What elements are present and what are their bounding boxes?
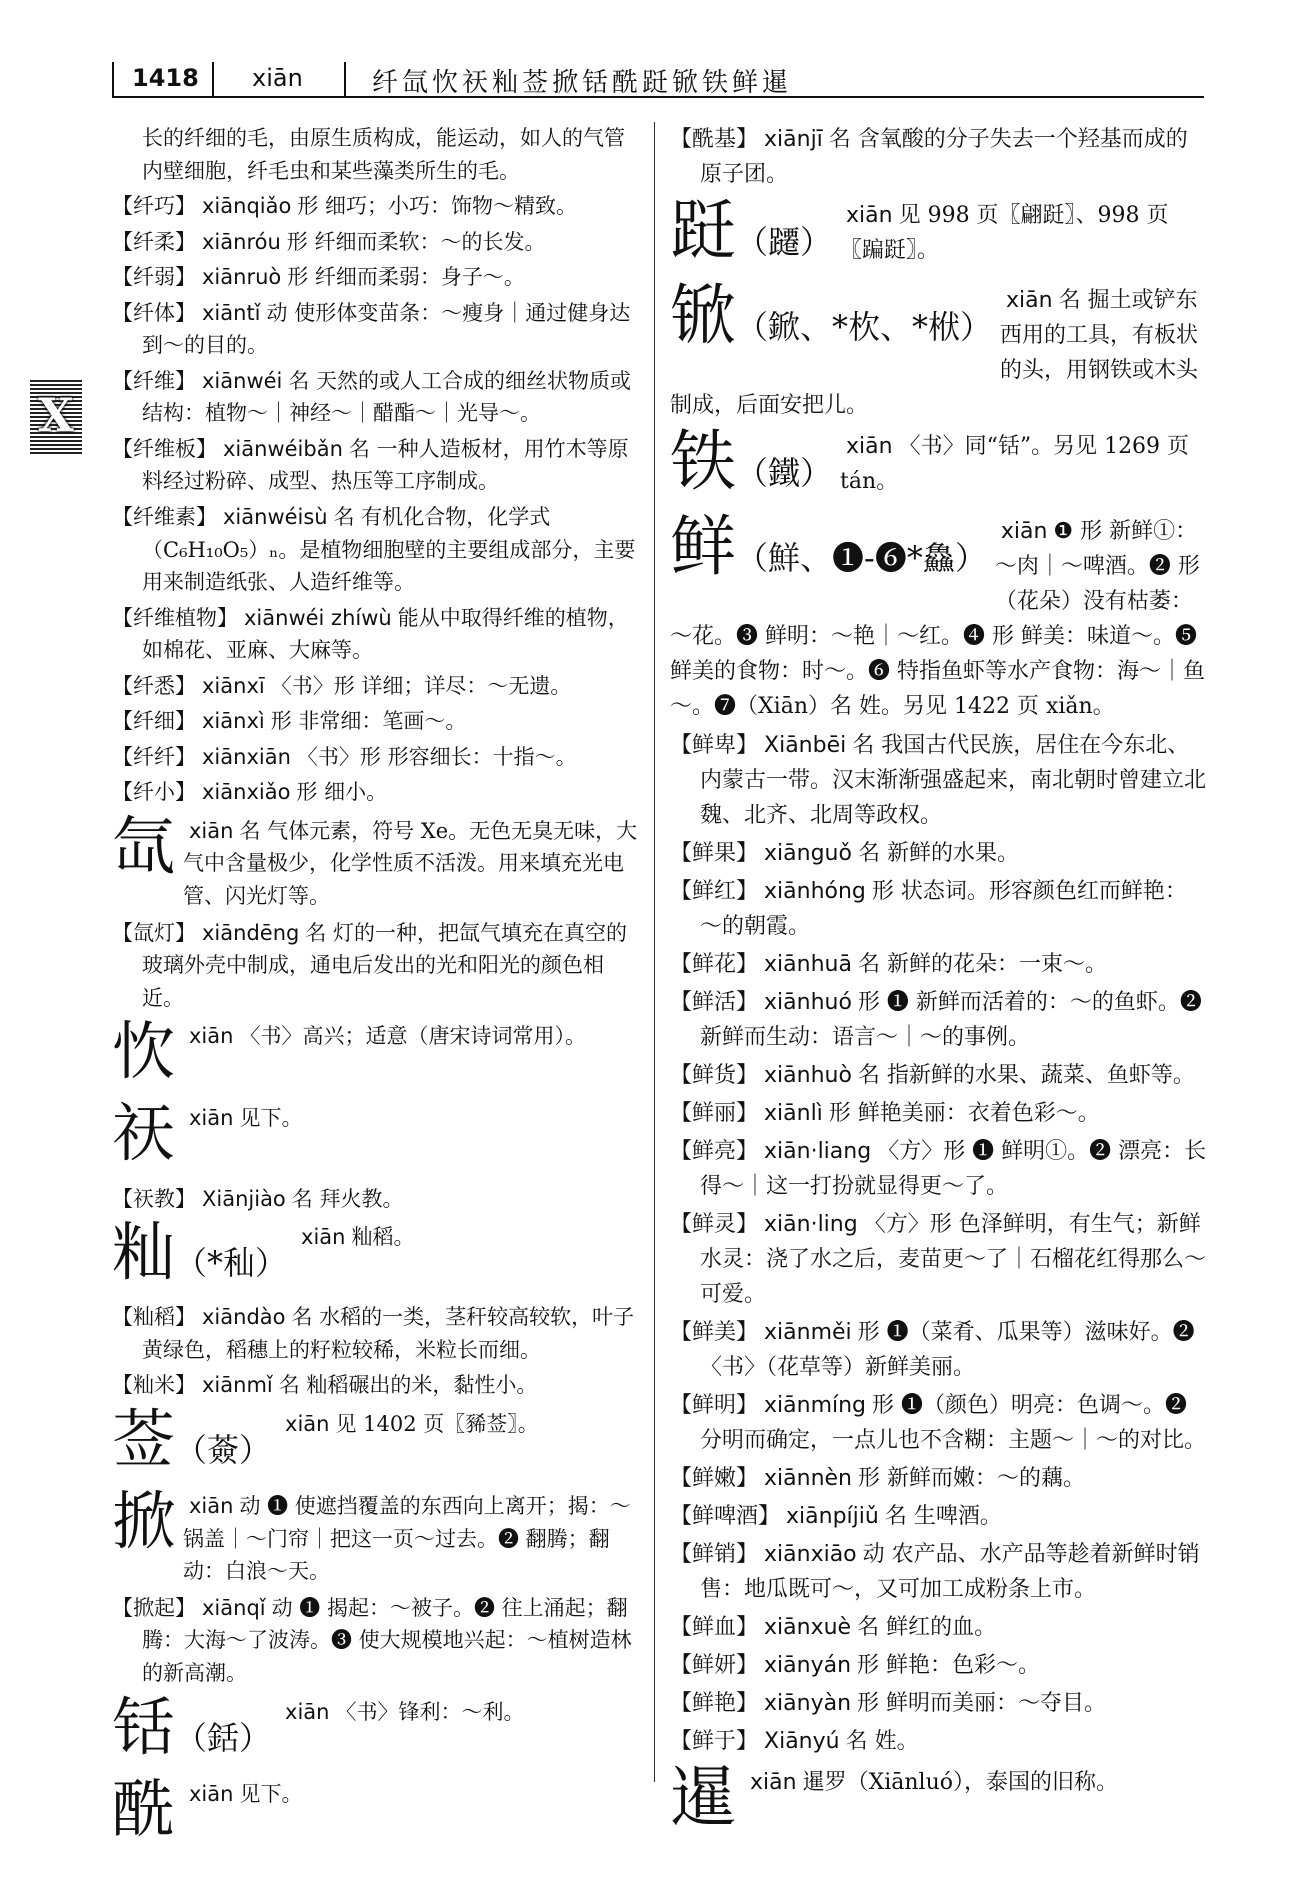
entry-pinyin: xiānwéibǎn — [223, 436, 343, 461]
dictionary-entry — [670, 985, 1208, 1055]
entry-headword: 【纤悉】 — [112, 673, 196, 698]
dictionary-entry — [112, 670, 642, 703]
dictionary-entry — [670, 1610, 1208, 1645]
entry-pinyin: xiānjī — [764, 127, 823, 152]
character-pinyin: xiān — [285, 1699, 330, 1724]
entry-pinyin: xiānwéi zhíwù — [244, 605, 392, 630]
character-pinyin: xiān — [189, 818, 234, 843]
variant-forms: （鮮、❶-❻*鱻） — [736, 539, 987, 577]
dictionary-entry — [112, 1592, 642, 1690]
dictionary-entry — [670, 1388, 1208, 1458]
entry-pinyin: xiānyàn — [764, 1691, 852, 1716]
entry-pinyin: xiānlì — [764, 1101, 823, 1126]
character-definition: 见下。 — [239, 1781, 303, 1806]
character-definition: 〈书〉同“铦”。另见 1269 页 tán。 — [840, 434, 1190, 494]
variant-forms: （銛） — [175, 1718, 272, 1757]
thumb-index-tab — [30, 380, 82, 454]
character-body — [112, 1100, 642, 1135]
dictionary-entry — [112, 741, 642, 774]
head-character-block — [112, 809, 175, 891]
character-pinyin: xiān — [846, 203, 893, 228]
entry-definition: 名 我国古代民族，居住在今东北、内蒙古一带。汉末渐渐强盛起来，南北朝时曾建立北魏、北齐、北周等政权。 — [700, 733, 1207, 828]
entry-definition: 名 有机化合物，化学式（C₆H₁₀O₅）ₙ。是植物细胞壁的主要组成部分，主要用来制造纸张、人造纤维等。 — [142, 505, 636, 595]
character-definition: 名 掘土或铲东西用的工具，有板状的头，用钢铁或木头制成，后面安把儿。 — [670, 288, 1199, 418]
entry-headword: 【鲜艳】 — [670, 1691, 759, 1716]
entry-definition: 名 灯的一种，把氙气填充在真空的玻璃外壳中制成，通电后发出的光和阳光的颜色相近。 — [142, 920, 628, 1010]
dictionary-entry — [670, 1207, 1208, 1312]
entry-definition: 名 鲜红的血。 — [857, 1615, 997, 1640]
entry-definition: 能从中取得纤维的植物，如棉花、亚麻、大麻等。 — [142, 605, 629, 663]
entry-definition: 名 天然的或人工合成的细丝状物质或结构：植物～｜神经～｜醋酯～｜光导～。 — [142, 368, 632, 426]
character-body — [670, 1763, 1208, 1800]
character-definition: 〈书〉高兴；适意（唐宋诗词常用）。 — [239, 1024, 586, 1049]
character-entry — [112, 1216, 642, 1297]
page-number: 1418 — [132, 64, 199, 92]
dictionary-entry — [112, 501, 642, 599]
entry-headword: 【祆教】 — [112, 1186, 196, 1211]
head-character-block — [112, 1485, 175, 1566]
header-pinyin: xiān — [252, 64, 303, 92]
entry-definition: 〈方〉形 ❶ 鲜明①。❷ 漂亮：长得～｜这一打扮就显得更～了。 — [700, 1139, 1207, 1199]
dictionary-entry — [670, 836, 1208, 871]
entry-definition: 名 新鲜的水果。 — [857, 841, 1019, 866]
dictionary-entry — [112, 776, 642, 809]
dictionary-entry — [112, 261, 642, 294]
character-entry — [112, 1015, 642, 1096]
character-pinyin: xiān — [301, 1225, 346, 1250]
head-character: 鲜 — [670, 508, 736, 585]
entry-pinyin: xiānhuā — [764, 952, 852, 977]
character-entry — [112, 1403, 642, 1484]
entry-definition: 形 非常细：笔画～。 — [270, 709, 467, 734]
entry-definition: 名 水稻的一类，茎秆较高较软，叶子黄绿色，稻穗上的籽粒较稀，米粒长而细。 — [142, 1305, 635, 1362]
entry-definition: 名 籼稻碾出的米，黏性小。 — [278, 1373, 538, 1398]
entry-definition: 动 农产品、水产品等趁着新鲜时销售：地瓜既可～，又可加工成粉条上市。 — [700, 1542, 1200, 1602]
entry-pinyin: xiānxiǎo — [202, 780, 291, 805]
header-tick-right — [344, 62, 346, 98]
entry-headword: 【纤维】 — [112, 368, 196, 393]
character-pinyin: xiān — [189, 1781, 234, 1806]
entry-definition: 动 ❶ 揭起：～被子。❷ 往上涌起；翻腾：大海～了波涛。❸ 使大规模地兴起：～植树造林的新高潮。 — [142, 1595, 632, 1685]
entry-pinyin: xiānmíng — [764, 1393, 867, 1418]
entry-definition: 形 鲜艳美丽：衣着色彩～。 — [828, 1101, 1100, 1126]
head-character-block — [670, 1759, 736, 1844]
character-pinyin: xiān — [750, 1770, 797, 1795]
entry-headword: 【鲜血】 — [670, 1615, 759, 1640]
character-entry — [670, 508, 1208, 724]
entry-definition: 形 ❶（菜肴、瓜果等）滋味好。❷〈书〉（花草等）新鲜美丽。 — [700, 1320, 1195, 1380]
head-character: 氙 — [112, 809, 175, 883]
character-definition: 动 ❶ 使遮挡覆盖的东西向上离开；揭：～锅盖｜～门帘｜把这一页～过去。❷ 翻腾；翻动：白浪～天。 — [183, 1494, 631, 1584]
dictionary-entry — [670, 947, 1208, 982]
entry-definition: 动 使形体变苗条：～瘦身｜通过健身达到～的目的。 — [142, 300, 631, 358]
entry-headword: 【纤维素】 — [112, 505, 217, 530]
entry-pinyin: xiānxuè — [764, 1615, 852, 1640]
header-characters: 纤氙忺祆籼莶掀铦酰跹锨铁鲜暹 — [372, 68, 793, 98]
entry-pinyin: xiāndào — [202, 1305, 286, 1330]
character-entry — [112, 1772, 642, 1854]
entry-headword: 【鲜活】 — [670, 990, 759, 1015]
head-character: 祆 — [112, 1097, 175, 1171]
head-character-block — [112, 1403, 272, 1484]
character-definition: 见 1402 页〖豨莶〗。 — [335, 1412, 539, 1437]
variant-forms: （躚） — [736, 223, 833, 261]
entry-definition: 名 指新鲜的水果、蔬菜、鱼虾等。 — [857, 1063, 1195, 1088]
character-pinyin: xiān — [285, 1412, 330, 1437]
entry-pinyin: xiānhuó — [764, 990, 852, 1015]
character-pinyin: xiān — [189, 1024, 234, 1049]
entry-headword: 【鲜美】 — [670, 1320, 759, 1345]
head-character-block — [670, 508, 987, 593]
entry-headword: 【鲜销】 — [670, 1542, 759, 1567]
entry-pinyin: xiānmǐ — [202, 1373, 273, 1398]
entry-pinyin: xiānruò — [202, 265, 282, 290]
column-divider — [654, 122, 655, 1782]
variant-forms: （鐵） — [736, 454, 833, 492]
left-column — [112, 122, 642, 1858]
dictionary-entry — [670, 1537, 1208, 1607]
header-tick-mid — [212, 62, 214, 98]
character-pinyin: xiān — [846, 434, 893, 459]
entry-definition: 名 拜火教。 — [291, 1186, 404, 1211]
character-definition: 籼稻。 — [351, 1225, 415, 1250]
entry-pinyin: xiānhóng — [764, 879, 866, 904]
entry-headword: 【酰基】 — [670, 127, 759, 152]
entry-pinyin: xiān·liang — [764, 1139, 872, 1164]
dictionary-entry — [670, 1096, 1208, 1131]
entry-definition: 形 鲜明而美丽：～夺目。 — [857, 1691, 1107, 1716]
entry-headword: 【纤细】 — [112, 709, 196, 734]
entry-headword: 【鲜卑】 — [670, 733, 759, 758]
head-character: 忺 — [112, 1015, 175, 1089]
header-tick-left — [112, 62, 114, 98]
head-character: 铦 — [112, 1690, 175, 1764]
right-column — [670, 122, 1208, 1848]
entry-definition: 形 纤细而柔弱：身子～。 — [287, 265, 525, 290]
character-body — [112, 1018, 642, 1053]
dictionary-entry — [112, 1369, 642, 1402]
entry-pinyin: xiāndēng — [202, 920, 300, 945]
character-pinyin: xiān — [1000, 519, 1048, 544]
entry-headword: 【纤柔】 — [112, 229, 196, 254]
entry-pinyin: xiānxì — [202, 709, 265, 734]
entry-headword: 【鲜嫩】 — [670, 1466, 759, 1491]
entry-headword: 【氙灯】 — [112, 920, 196, 945]
dictionary-entry — [112, 705, 642, 738]
entry-pinyin: xiān·ling — [764, 1212, 858, 1237]
entry-pinyin: xiānxiān — [202, 744, 291, 769]
entry-headword: 【鲜亮】 — [670, 1139, 759, 1164]
dictionary-entry — [670, 1686, 1208, 1721]
dictionary-entry — [670, 1134, 1208, 1204]
head-character-block — [670, 192, 833, 277]
head-character-block — [670, 423, 833, 508]
character-entry — [670, 277, 1208, 423]
entry-pinyin: Xiānyú — [764, 1729, 840, 1754]
variant-forms: （薟） — [175, 1431, 272, 1470]
variant-forms: （*秈） — [175, 1244, 288, 1283]
dictionary-entry — [112, 433, 642, 498]
character-entry — [112, 1485, 642, 1588]
dictionary-entry — [670, 1315, 1208, 1385]
dictionary-entry — [670, 728, 1208, 833]
entry-headword: 【鲜于】 — [670, 1729, 759, 1754]
entry-headword: 【纤体】 — [112, 300, 196, 325]
entry-pinyin: xiānxiāo — [764, 1542, 857, 1567]
entry-headword: 【纤维植物】 — [112, 605, 238, 630]
head-character: 掀 — [112, 1485, 175, 1559]
dictionary-entry — [112, 917, 642, 1015]
head-character: 酰 — [112, 1772, 175, 1846]
entry-definition: 形 ❶ 新鲜而活着的：～的鱼虾。❷ 新鲜而生动：语言～｜～的事例。 — [700, 990, 1202, 1050]
entry-headword: 【鲜货】 — [670, 1063, 759, 1088]
head-character: 暹 — [670, 1759, 736, 1836]
character-definition: ❶ 形 新鲜①：～肉｜～啤酒。❷ 形（花朵）没有枯萎：～花。❸ 鲜明：～艳｜～红。❹ 形 鲜美：味道～。❺ 鲜美的食物：时～。❻ 特指鱼虾等水产食物：海～｜鱼～。❼（Xiān）名 姓。另见 1422 页 xiǎn。 — [670, 519, 1205, 719]
character-entry — [112, 1690, 642, 1772]
entry-headword: 【鲜红】 — [670, 879, 759, 904]
entry-definition: 名 生啤酒。 — [884, 1504, 1002, 1529]
character-definition: 〈书〉锋利：～利。 — [335, 1699, 525, 1724]
dictionary-entry — [112, 190, 642, 223]
character-pinyin: xiān — [189, 1494, 234, 1519]
entry-headword: 【纤小】 — [112, 780, 196, 805]
continued-text: 长的纤细的毛，由原生质构成，能运动，如人的气管内壁细胞，纤毛虫和某些藻类所生的毛。 — [142, 126, 625, 183]
thumb-letter: X — [38, 388, 74, 442]
entry-definition: 形 鲜艳：色彩～。 — [857, 1653, 1041, 1678]
character-pinyin: xiān — [1006, 288, 1053, 313]
entry-headword: 【籼米】 — [112, 1373, 196, 1398]
dictionary-entry — [670, 1724, 1208, 1759]
entry-pinyin: Xiānbēi — [764, 733, 847, 758]
character-body — [112, 1488, 642, 1588]
entry-headword: 【鲜果】 — [670, 841, 759, 866]
page-header — [112, 52, 1204, 98]
entry-pinyin: xiānróu — [202, 229, 281, 254]
head-character-block — [112, 1097, 175, 1178]
dictionary-entry — [112, 297, 642, 362]
variant-forms: （鍁、*杴、*栿） — [736, 308, 993, 346]
dictionary-entry — [670, 874, 1208, 944]
dictionary-entry — [112, 602, 642, 667]
head-character-block — [112, 1690, 272, 1772]
entry-pinyin: xiānměi — [764, 1320, 852, 1345]
character-pinyin: xiān — [189, 1106, 234, 1131]
entry-definition: 形 纤细而柔软：～的长发。 — [286, 229, 546, 254]
entry-pinyin: xiānwéisù — [223, 505, 328, 530]
dictionary-entry — [670, 1499, 1208, 1534]
entry-definition: 名 姓。 — [845, 1729, 919, 1754]
head-character: 跹 — [670, 192, 736, 269]
head-character-block — [112, 1772, 175, 1854]
dictionary-entry — [670, 1461, 1208, 1496]
entry-headword: 【掀起】 — [112, 1595, 196, 1620]
character-entry — [670, 423, 1208, 508]
entry-headword: 【纤弱】 — [112, 265, 196, 290]
entry-definition: 形 ❶（颜色）明亮：色调～。❷ 分明而确定，一点儿也不含糊：主题～｜～的对比。 — [700, 1393, 1207, 1453]
character-entry — [112, 1097, 642, 1178]
head-character: 籼 — [112, 1216, 175, 1290]
entry-definition: 名 一种人造板材，用竹木等原料经过粉碎、成型、热压等工序制成。 — [142, 436, 629, 494]
entry-headword: 【纤纤】 — [112, 744, 196, 769]
head-character-block — [670, 277, 993, 362]
dictionary-entry — [112, 1301, 642, 1366]
character-definition: 名 气体元素，符号 Xe。无色无臭无味，大气中含量极少，化学性质不活泼。用来填充光电管、闪光灯等。 — [183, 818, 638, 909]
character-definition: 见 998 页〖翩跹〗、998 页〖蹁跹〗。 — [840, 203, 1169, 263]
entry-pinyin: xiānnèn — [764, 1466, 852, 1491]
character-entry — [670, 192, 1208, 277]
entry-headword: 【纤维板】 — [112, 436, 217, 461]
entry-definition: 名 含氧酸的分子失去一个羟基而成的原子团。 — [700, 127, 1188, 187]
entry-headword: 【鲜丽】 — [670, 1101, 759, 1126]
entry-pinyin: xiānwéi — [202, 368, 283, 393]
head-character-block — [112, 1015, 175, 1096]
entry-pinyin: xiānyán — [764, 1653, 852, 1678]
header-rule — [112, 96, 1204, 98]
entry-headword: 【鲜明】 — [670, 1393, 759, 1418]
character-definition: 见下。 — [239, 1106, 303, 1131]
entry-pinyin: xiānqǐ — [202, 1595, 266, 1620]
entry-headword: 【纤巧】 — [112, 194, 196, 219]
entry-headword: 【鲜花】 — [670, 952, 759, 977]
dictionary-entry — [670, 122, 1208, 192]
entry-pinyin: xiānxī — [202, 673, 265, 698]
entry-pinyin: xiānpíjiǔ — [786, 1504, 879, 1529]
character-entry — [670, 1759, 1208, 1844]
entry-headword: 【鲜啤酒】 — [670, 1504, 781, 1529]
entry-definition: 形 细小。 — [296, 780, 388, 805]
dictionary-entry — [670, 1058, 1208, 1093]
entry-definition: 名 新鲜的花朵：一束～。 — [857, 952, 1107, 977]
entry-pinyin: xiāntǐ — [202, 300, 261, 325]
entry-pinyin: xiānqiǎo — [202, 194, 292, 219]
head-character: 锨 — [670, 277, 736, 354]
entry-pinyin: Xiānjiào — [202, 1186, 286, 1211]
entry-definition: 形 细巧；小巧：饰物～精致。 — [297, 194, 578, 219]
character-definition: 暹罗（Xiānluó），泰国的旧称。 — [802, 1770, 1118, 1795]
head-character: 莶 — [112, 1403, 175, 1477]
dictionary-entry — [112, 226, 642, 259]
entry-headword: 【鲜灵】 — [670, 1212, 759, 1237]
entry-pinyin: xiānguǒ — [764, 841, 852, 866]
dictionary-entry — [112, 1183, 642, 1216]
entry-pinyin: xiānhuò — [764, 1063, 852, 1088]
entry-headword: 【籼稻】 — [112, 1305, 196, 1330]
character-body — [112, 813, 642, 913]
head-character-block — [112, 1216, 288, 1297]
character-entry — [112, 809, 642, 913]
entry-definition: 形 新鲜而嫩：～的藕。 — [858, 1466, 1085, 1491]
entry-definition: 〈书〉形 形容细长：十指～。 — [296, 744, 577, 769]
character-body — [112, 1776, 642, 1811]
head-character: 铁 — [670, 423, 736, 500]
entry-definition: 形 状态词。形容颜色红而鲜艳：～的朝霞。 — [700, 879, 1187, 939]
entry-headword: 【鲜妍】 — [670, 1653, 759, 1678]
dictionary-entry — [112, 365, 642, 430]
dictionary-entry — [670, 1648, 1208, 1683]
entry-definition: 〈书〉形 详细；详尽：～无遗。 — [270, 673, 572, 698]
entry-definition: 〈方〉形 色泽鲜明，有生气；新鲜水灵：浇了水之后，麦苗更～了｜石榴花红得那么～可爱。 — [700, 1212, 1207, 1307]
